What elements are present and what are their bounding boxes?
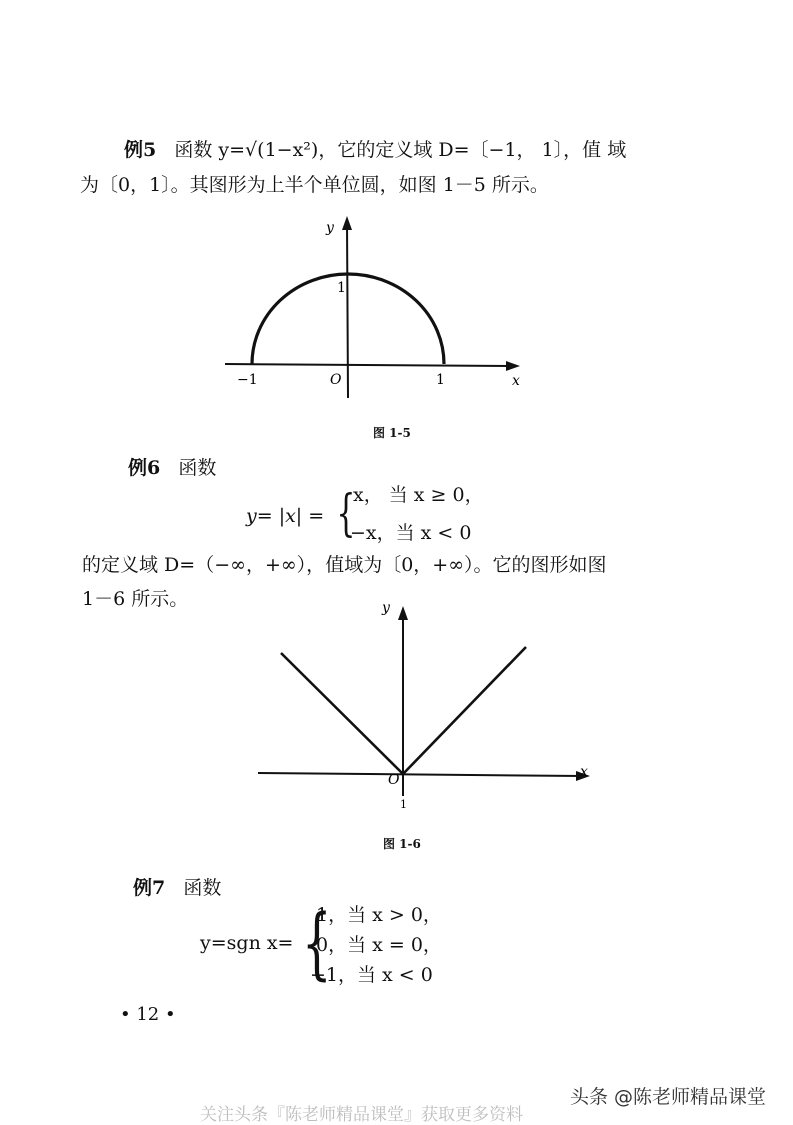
watermark-corner: 头条 @陈老师精品课堂 (570, 1086, 767, 1108)
ex7-lhs: y=sgn x= (200, 932, 294, 954)
fig6-caption: 图 1-6 (383, 837, 421, 851)
watermark-bottom: 关注头条『陈老师精品课堂』获取更多资料 (200, 1105, 523, 1125)
ex5-text1: 函数 y=√(1−x²)，它的定义域 D=〔−1， 1〕，值 域 (174, 139, 627, 161)
ex6-line2: 1－6 所示。 (82, 588, 189, 610)
fig5-caption: 图 1-5 (373, 426, 411, 440)
ex6-line1: 的定义域 D=（−∞，+∞），值域为〔0，+∞）。它的图形如图 (82, 554, 607, 576)
ex7-func-word: 函数 (183, 877, 222, 899)
ex6-func-word: 函数 (178, 457, 217, 479)
fig6-left-ray (281, 653, 403, 774)
ex5-line2: 为〔0，1〕。其图形为上半个单位圆，如图 1－5 所示。 (80, 174, 549, 196)
fig6-y-arrow (398, 606, 408, 620)
fig6-right-ray (403, 647, 526, 774)
fig5-y-tick: 1 (337, 280, 346, 296)
fig6-x-axis (258, 773, 582, 776)
fig5-tick-neg: −1 (237, 372, 258, 388)
ex6-brace: { (336, 484, 356, 542)
ex7-case1: 1，当 x > 0， (316, 904, 442, 926)
ex6-case2: −x，当 x < 0 (350, 522, 472, 544)
fig5-y-label: y (326, 220, 334, 236)
fig5-x-label: x (512, 373, 520, 389)
page-number: • 12 • (120, 1004, 176, 1025)
ex6-lhs: y= |x| = (246, 505, 325, 527)
ex7-label: 例7 (133, 877, 166, 899)
fig6-tick: 1 (400, 798, 407, 811)
fig6-origin: O (388, 772, 400, 788)
fig5-origin: O (330, 372, 342, 388)
ex6-label: 例6 (128, 457, 161, 479)
ex7-heading (133, 873, 221, 900)
ex7-case2: 0，当 x = 0， (316, 934, 442, 956)
ex7-brace: { (301, 899, 332, 989)
fig5-tick-pos: 1 (436, 372, 445, 388)
fig6-x-label: x (580, 764, 588, 780)
fig6-y-label: y (382, 600, 390, 616)
ex5-label: 例5 (124, 139, 157, 161)
ex6-case1: x， 当 x ≥ 0， (353, 484, 484, 506)
ex7-case3: −1，当 x < 0 (310, 964, 433, 986)
